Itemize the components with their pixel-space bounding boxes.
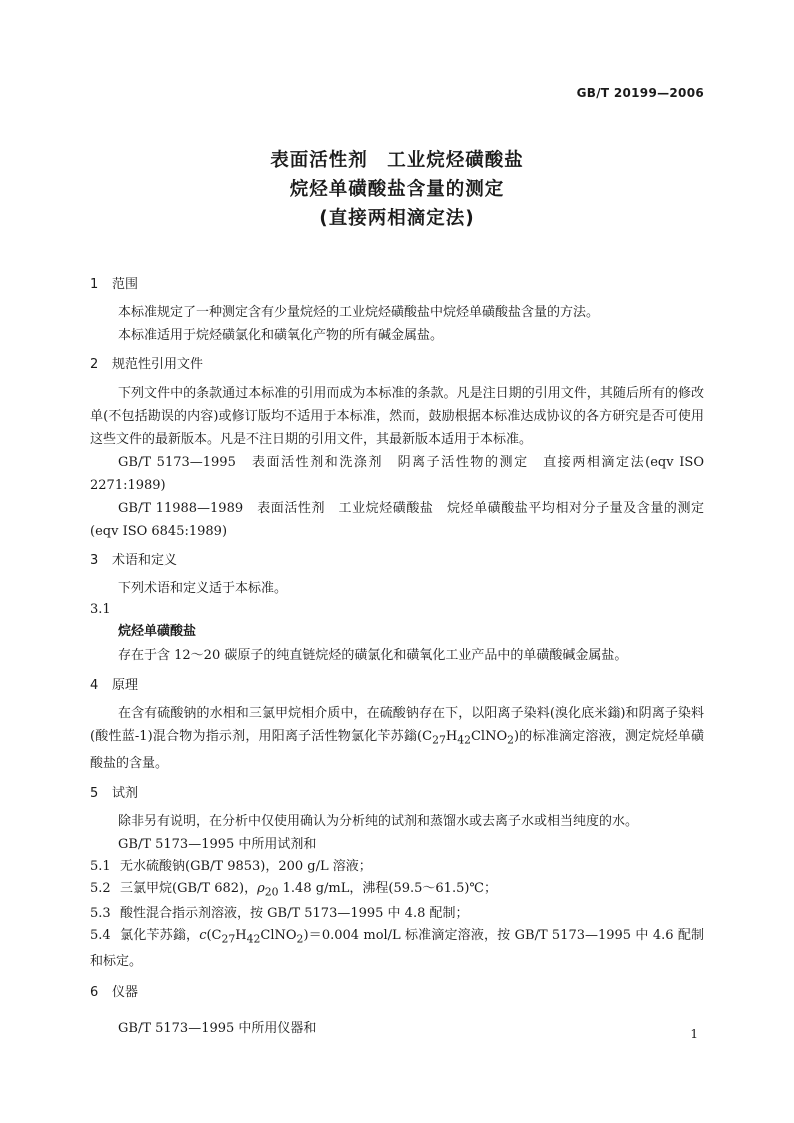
item-text-b: (C [206,928,222,944]
subscript-27: 27 [432,733,446,747]
item-text: 酸性混合指示剂溶液，按 GB/T 5173—1995 中 4.8 配制； [120,906,469,922]
section-title: 规范性引用文件 [112,357,204,372]
section-1-heading [90,275,704,295]
item-number: 5.1 [90,858,111,874]
rho-subscript: 20 [264,885,279,899]
section-2-paragraph-1: 下列文件中的条款通过本标准的引用而成为本标准的条款。凡是注日期的引用文件，其随后所有的修改单(不包括勘误的内容)或修订版均不适用于本标准，然而，鼓励根据本标准达成协议的各方研究是否可使用这些文件的最新版本。凡是不注日期的引用文件，其最新版本适用于本标准。 [90,386,704,447]
item-number: 5.2 [90,880,111,896]
formula-clno: ClNO [470,729,508,744]
section-2-heading [90,355,704,375]
subscript-27: 27 [221,932,236,946]
section-number: 5 [90,785,99,801]
formula-h: H [445,729,458,744]
section-5-heading [90,784,704,804]
title-line-1: 表面活性剂 工业烷烃磺酸盐 [270,150,524,171]
subscript-42: 42 [457,733,471,747]
page-number: 1 [690,1027,698,1041]
item-text-a: 氯化苄苏鎓， [120,928,200,944]
document-body [90,275,704,1040]
formula-clno: ClNO [260,928,297,944]
section-4-heading [90,676,704,696]
section-title: 术语和定义 [112,553,178,568]
section-title: 原理 [112,678,139,693]
reference-gb-t-11988: GB/T 11988—1989 表面活性剂 工业烷烃磺酸盐 烷烃单磺酸盐平均相对分子量及含量的测定(eqv ISO 6845:1989) [90,501,704,539]
section-title: 试剂 [112,785,139,801]
reagent-item-5-3 [90,903,704,925]
section-title: 范围 [112,277,139,292]
section-1-paragraph-2: 本标准适用于烷烃磺氯化和磺氧化产物的所有碱金属盐。 [118,328,444,343]
formula-h: H [235,928,247,944]
reference-gb-t-5173: GB/T 5173—1995 表面活性剂和洗涤剂 阴离子活性物的测定 直接两相滴定法(eqv ISO 2271:1989) [90,455,704,493]
section-3-paragraph-1: 下列术语和定义适于本标准。 [118,581,288,596]
section-1-paragraph-1: 本标准规定了一种测定含有少量烷烃的工业烷烃磺酸盐中烷烃单磺酸盐含量的方法。 [118,305,600,320]
concentration-symbol: c [199,928,207,944]
section-6-heading [90,983,704,1003]
subclause-number: 3.1 [90,602,111,617]
item-number: 5.4 [90,928,111,944]
item-number: 5.3 [90,906,111,922]
subscript-2: 2 [296,932,304,946]
section-number: 6 [90,984,99,1000]
section-number: 4 [90,678,99,693]
section-number: 1 [90,277,99,292]
document-title [0,146,794,233]
section-5-paragraph-1: 除非另有说明，在分析中仅使用确认为分析纯的试剂和蒸馏水或去离子水或相当纯度的水。 [118,813,639,829]
section-4-paragraph-1 [90,702,704,775]
section-3-heading [90,551,704,571]
subscript-42: 42 [246,932,261,946]
title-line-2: 烷烃单磺酸盐含量的测定 [289,179,505,200]
term-name: 烷烃单磺酸盐 [118,624,197,639]
item-text: 无水硫酸钠(GB/T 9853)，200 g/L 溶液； [120,858,372,874]
item-text-b: 1.48 g/mL，沸程(59.5～61.5)℃； [278,880,497,896]
rho-symbol: ρ [257,880,265,896]
reagent-item-5-4 [90,925,704,973]
section-6-paragraph-1: GB/T 5173—1995 中所用仪器和 [118,1020,317,1036]
title-line-3: (直接两相滴定法) [319,208,475,229]
document-code: GB/T 20199—2006 [576,86,704,100]
principle-text-a: 在含有硫酸钠的水相和三氯甲烷相介质中，在硫酸钠存在下，以阳离子染料(溴化底米鎓)和阴离子染料(酸性蓝-1)混合物为指示剂，用阳离子活性物氯化苄苏鎓(C [90,706,704,744]
section-number: 2 [90,357,99,372]
section-title: 仪器 [112,984,139,1000]
item-text-c: )＝0.004 mol/L 标准滴定溶液，按 GB/T 5173—1995 中 4.6 配制和标定。 [90,928,704,969]
principle-text-b: )的标准滴定溶液，测定烷烃单磺酸盐的含量。 [90,729,705,771]
reagent-item-5-2 [90,878,704,904]
term-definition: 存在于含 12～20 碳原子的纯直链烷烃的磺氯化和磺氧化工业产品中的单磺酸碱金属盐。 [118,648,628,663]
section-5-paragraph-2: GB/T 5173—1995 中所用试剂和 [118,836,317,852]
reagent-item-5-1 [90,856,704,878]
subscript-2: 2 [507,733,514,747]
section-number: 3 [90,553,99,568]
item-text-a: 三氯甲烷(GB/T 682)， [120,880,258,896]
